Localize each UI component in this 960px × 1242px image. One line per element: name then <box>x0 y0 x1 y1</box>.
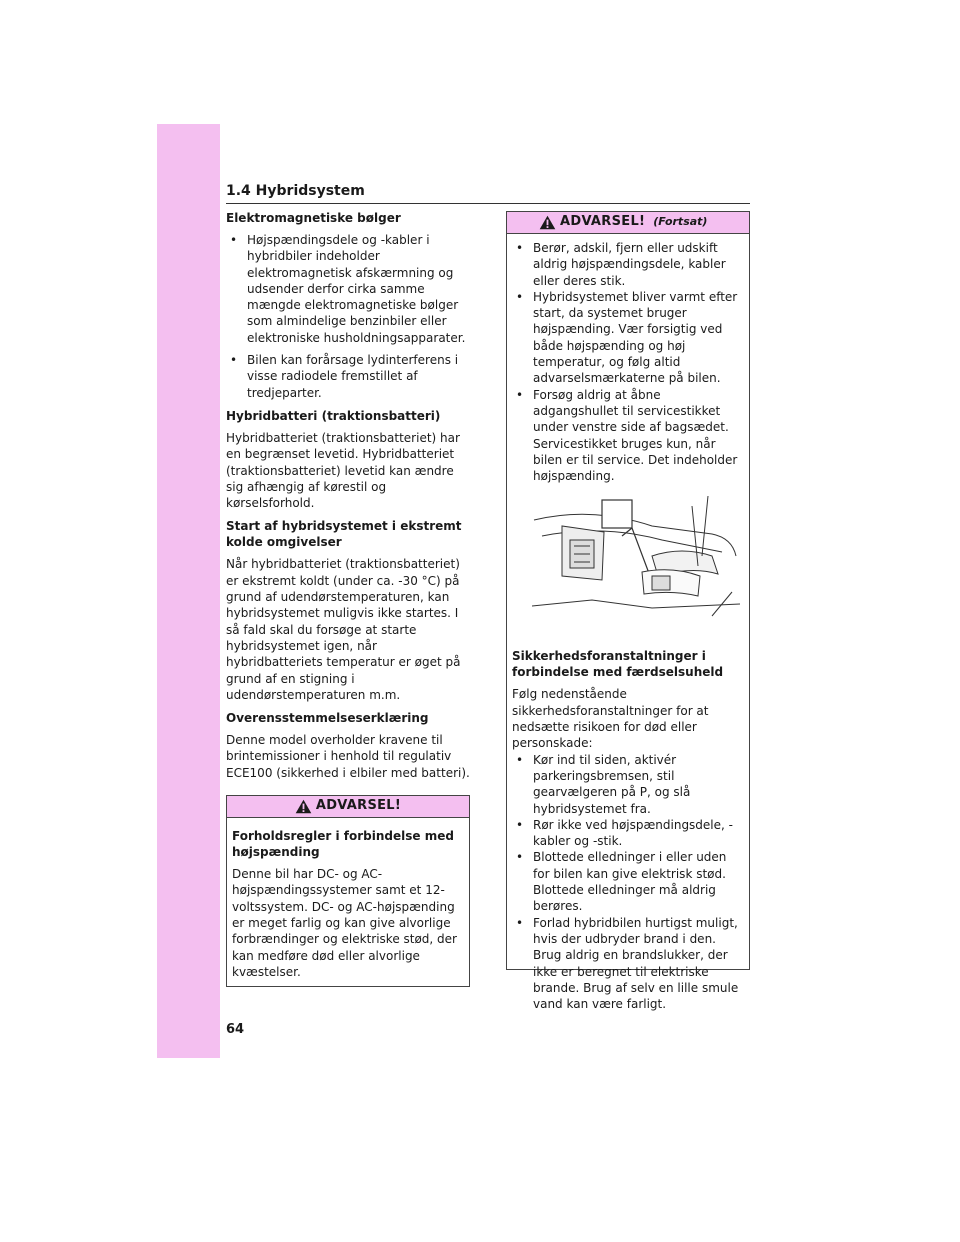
list-item: • Rør ikke ved højspændingsdele, -kabler og -stik. <box>512 817 745 850</box>
heading-hybrid-battery: Hybridbatteri (traktionsbatteri) <box>226 408 441 423</box>
electromagnetic-list <box>226 232 470 401</box>
heading-conformity: Overensstemmelseserklæring <box>226 711 429 726</box>
warning-title: ADVARSEL! <box>560 214 646 230</box>
list-item: • Forsøg aldrig at åbne adgangshullet til servicestikket under venstre side af bagsædet. Servicestikket bruges kun, når bilen er til service. Det indeholder højspænding. <box>512 387 745 485</box>
service-plug-illustration <box>532 496 740 628</box>
side-color-tab <box>157 124 220 1058</box>
warning-triangle-icon <box>295 799 312 814</box>
list-item: • Kør ind til siden, aktivér parkeringsbremsen, stil gearvælgeren på P, og slå hybridsystemet fra. <box>512 752 745 817</box>
paragraph-cold-start: Når hybridbatteriet (traktionsbatteriet) er ekstremt koldt (under ca. -30 °C) på grund af udendørstemperaturen, kan hybridsystemet muligvis ikke startes. I så fald skal du forsøge at starte hybridsystemet igen, når hybridbatteriets temperatur er øget på grund af en stigning i udendørstemperaturen m.m. <box>226 557 461 702</box>
warning-header-continued <box>507 212 749 234</box>
paragraph-conformity: Denne model overholder kravene til brintemissioner i henhold til regulativ ECE100 (sikkerhed i elbiler med batteri). <box>226 733 470 780</box>
heading-cold-start: Start af hybridsystemet i ekstremt kolde omgivelser <box>226 519 462 550</box>
list-item: • Blottede elledninger i eller uden for bilen kan give elektrisk stød. Blottede elledninger må aldrig berøres. <box>512 849 745 914</box>
warning-header <box>227 796 469 818</box>
list-item: • Hybridsystemet bliver varmt efter start, da systemet bruger højspænding. Vær forsigtig ved både højspænding og høj temperatur, og følg altid advarselsmærkaterne på bilen. <box>512 289 745 387</box>
left-column <box>226 210 470 987</box>
heading-electromagnetic: Elektromagnetiske bølger <box>226 211 401 225</box>
warning-text: Denne bil har DC- og AC-højspændingssystemer samt et 12-voltssystem. DC- og AC-højspænding er meget farlig og kan give alvorlige forbrændinger og elektriske stød, der kan medføre død eller alvorlige kvæstelser. <box>232 867 457 979</box>
list-item: • Berør, adskil, fjern eller udskift aldrig højspændingsdele, kabler eller deres stik. <box>512 240 745 289</box>
heading-accident-safety: Sikkerhedsforanstaltninger i forbindelse med færdselsuheld <box>512 649 724 680</box>
section-title: 1.4 Hybridsystem <box>226 183 365 199</box>
page-number: 64 <box>226 1022 245 1037</box>
list-item: • Bilen kan forårsage lydinterferens i visse radiodele fremstillet af tredjeparter. <box>226 352 470 401</box>
paragraph-hybrid-battery: Hybridbatteriet (traktionsbatteriet) har en begrænset levetid. Hybridbatteriet (traktionsbatteriet) levetid kan ændre sig afhængig af kørestil og kørselsforhold. <box>226 430 460 511</box>
section-header <box>226 180 750 204</box>
right-column <box>506 211 750 1012</box>
warning-body <box>227 818 469 986</box>
accident-list <box>512 752 745 1013</box>
warning-title: ADVARSEL! <box>315 798 402 814</box>
warning-list <box>512 240 745 484</box>
list-item: • Forlad hybridbilen hurtigst muligt, hvis der udbryder brand i den. Brug aldrig en brandslukker, der ikke er beregnet til elektriske brande. Brug af selv en lille smule vand kan være farligt. <box>512 915 745 1013</box>
warning-heading: Forholdsregler i forbindelse med højspænding <box>232 829 454 860</box>
paragraph-accident-intro: Følg nedenstående sikkerhedsforanstaltninger for at nedsætte risikoen for død eller personskade: <box>512 687 709 751</box>
warning-triangle-icon <box>539 215 556 230</box>
warning-continued-label: (Fortsat) <box>653 215 708 229</box>
warning-box-continued <box>506 211 750 1012</box>
warning-body-continued <box>507 234 749 1012</box>
warning-box <box>226 795 470 987</box>
list-item: • Højspændingsdele og -kabler i hybridbiler indeholder elektromagnetisk afskærmning og udsender derfor cirka samme mængde elektromagnetiske bølger som almindelige benzinbiler eller elektroniske husholdningsapparater. <box>226 232 470 346</box>
